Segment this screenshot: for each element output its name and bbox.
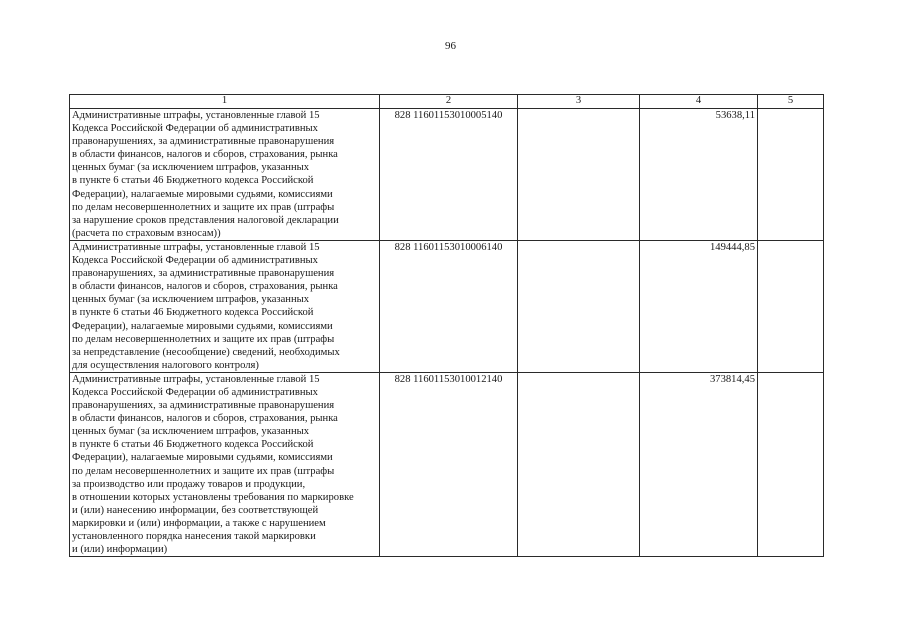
header-col-4: 4	[640, 95, 758, 109]
revenue-table	[69, 94, 824, 557]
row-col5	[758, 109, 824, 241]
page-number: 96	[445, 40, 456, 52]
row-col3	[518, 240, 640, 372]
row-col5	[758, 372, 824, 556]
row-amount: 373814,45	[640, 372, 758, 556]
table-row	[70, 240, 824, 372]
table-row	[70, 372, 824, 556]
row-amount: 149444,85	[640, 240, 758, 372]
row-budget-code: 828 11601153010005140	[380, 109, 518, 241]
header-col-1: 1	[70, 95, 380, 109]
header-col-5: 5	[758, 95, 824, 109]
row-amount: 53638,11	[640, 109, 758, 241]
row-budget-code: 828 11601153010012140	[380, 372, 518, 556]
row-col5	[758, 240, 824, 372]
row-description: Административные штрафы, установленные главой 15 Кодекса Российской Федерации об административных правонарушениях, за административные правонарушения в области финансов, налогов и сборов, страхования, рынка ценных бумаг (за исключением штрафов, указанных в пункте 6 статьи 46 Бюджетного кодекса Российской Федерации), налагаемые мировыми судьями, комиссиями по делам несовершеннолетних и защите их прав (штрафы за производство или продажу товаров и продукции, в отношении которых установлены требования по маркировке и (или) нанесению информации, без соответствующей маркировки и (или) информации, а также с нарушением установленного порядка нанесения такой маркировки и (или) информации)	[70, 372, 380, 556]
row-col3	[518, 372, 640, 556]
row-description: Административные штрафы, установленные главой 15 Кодекса Российской Федерации об административных правонарушениях, за административные правонарушения в области финансов, налогов и сборов, страхования, рынка ценных бумаг (за исключением штрафов, указанных в пункте 6 статьи 46 Бюджетного кодекса Российской Федерации), налагаемые мировыми судьями, комиссиями по делам несовершеннолетних и защите их прав (штрафы за нарушение сроков представления налоговой декларации (расчета по страховым взносам))	[70, 109, 380, 241]
header-col-3: 3	[518, 95, 640, 109]
header-col-2: 2	[380, 95, 518, 109]
row-col3	[518, 109, 640, 241]
table-row	[70, 109, 824, 241]
row-budget-code: 828 11601153010006140	[380, 240, 518, 372]
table-header-row	[70, 95, 824, 109]
row-description: Административные штрафы, установленные главой 15 Кодекса Российской Федерации об административных правонарушениях, за административные правонарушения в области финансов, налогов и сборов, страхования, рынка ценных бумаг (за исключением штрафов, указанных в пункте 6 статьи 46 Бюджетного кодекса Российской Федерации), налагаемые мировыми судьями, комиссиями по делам несовершеннолетних и защите их прав (штрафы за непредставление (несообщение) сведений, необходимых для осуществления налогового контроля)	[70, 240, 380, 372]
